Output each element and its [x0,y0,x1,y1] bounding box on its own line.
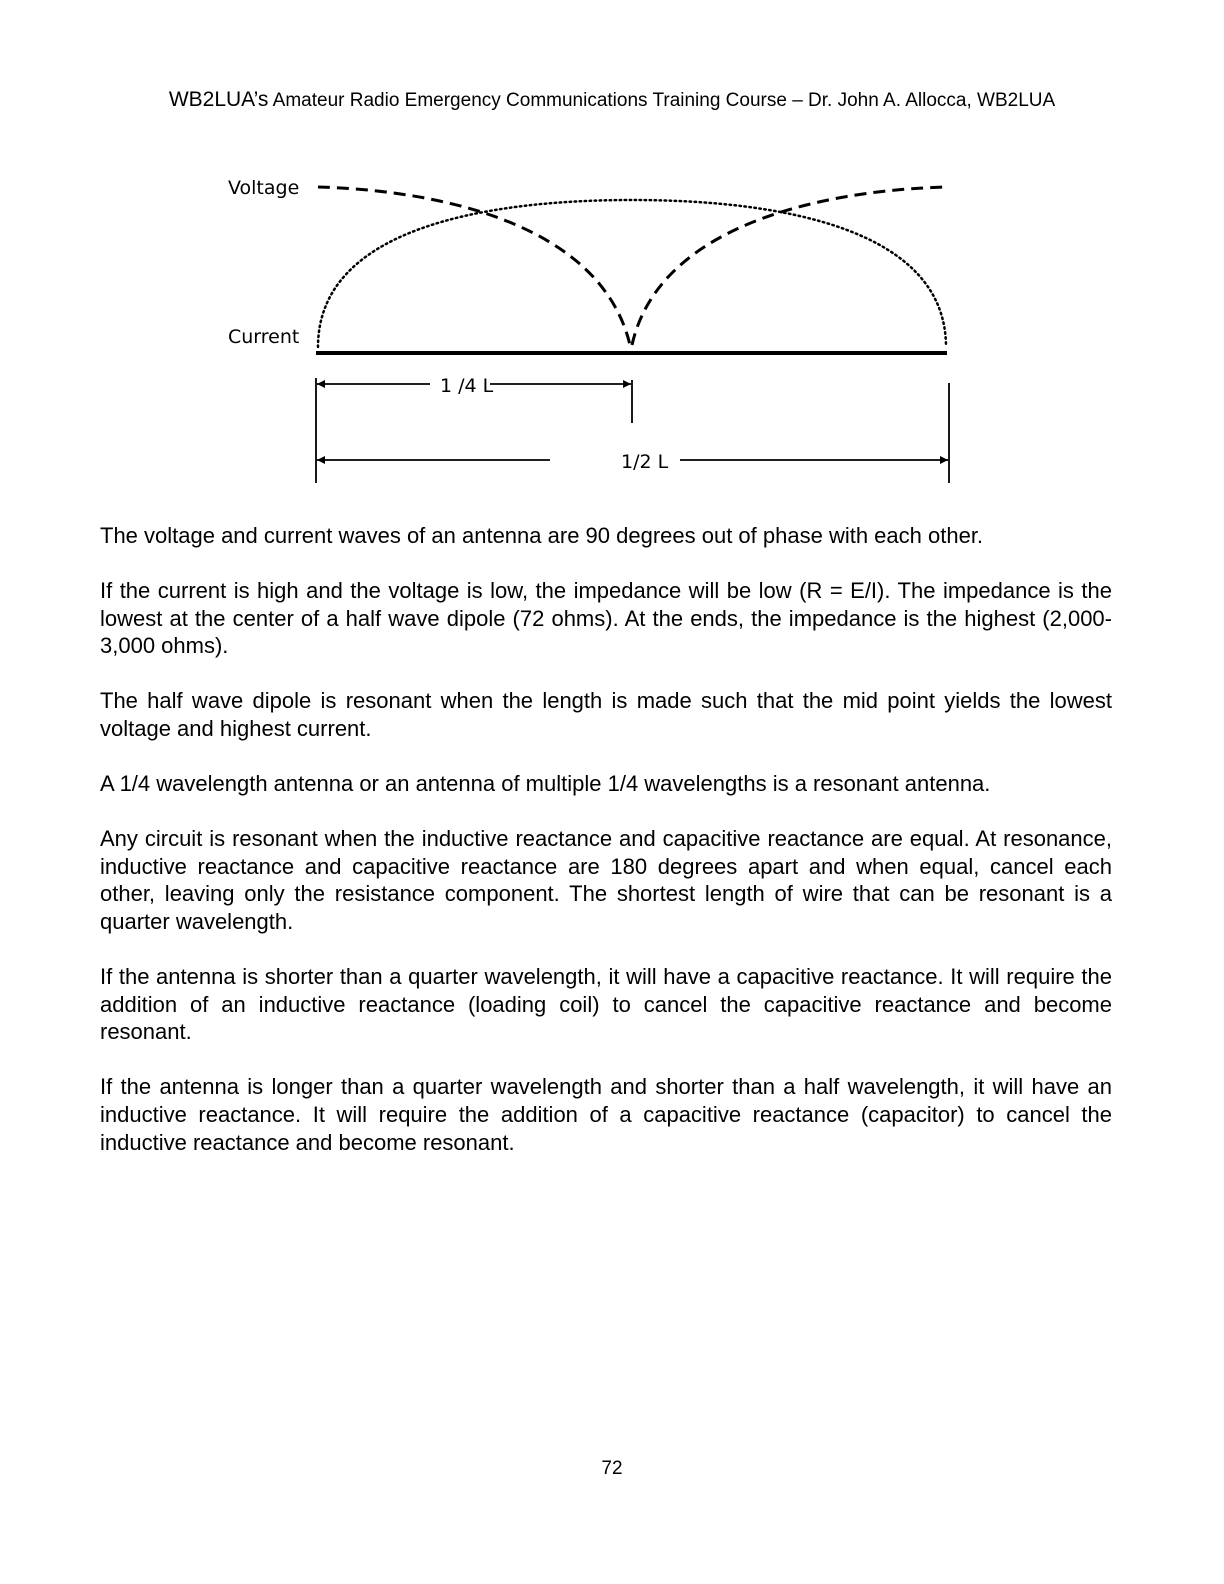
paragraph-dipole-resonance: The half wave dipole is resonant when the length is made such that the mid point yields the lowest voltage and highest current. [100,688,1112,741]
paragraph-long-antenna: If the antenna is longer than a quarter wavelength and shorter than a half wavelength, it will have an inductive reactance. It will require the addition of a capacitive reactance (capacitor) to cancel the inductive reactance and become resonant. [100,1074,1112,1155]
paragraph-impedance: If the current is high and the voltage is low, the impedance will be low (R = E/I). The impedance is the lowest at the center of a half wave dipole (72 ohms). At the ends, the impedance is the highest (2,000-3,000 ohms). [100,578,1112,659]
header-title: Amateur Radio Emergency Communications Training Course – Dr. John A. Allocca, WB2LUA [268,90,1056,111]
body-text [100,522,1112,1184]
paragraph-phase: The voltage and current waves of an antenna are 90 degrees out of phase with each other. [100,523,984,548]
page-header [0,88,1224,112]
paragraph-circuit-resonance: Any circuit is resonant when the inductive reactance and capacitive reactance are equal. At resonance, inductive reactance and capacitive reactance are 180 degrees apart and when equal, cancel each other, leaving only the resistance component. The shortest length of wire that can be resonant is a quarter wavelength. [100,826,1112,934]
half-length-label: 1/2 L [621,451,669,473]
current-label: Current [228,326,300,348]
paragraph-short-antenna: If the antenna is shorter than a quarter wavelength, it will have a capacitive reactance. It will require the addition of an inductive reactance (loading coil) to cancel the capacitive reactance and become resonant. [100,964,1112,1045]
antenna-voltage-current-diagram [0,150,1224,500]
page-number: 72 [601,1458,623,1479]
voltage-label: Voltage [228,177,300,199]
quarter-length-label: 1 /4 L [440,375,494,397]
voltage-wave-right [632,187,946,345]
current-wave [318,200,946,347]
paragraph-quarter-wave: A 1/4 wavelength antenna or an antenna of multiple 1/4 wavelengths is a resonant antenna. [100,771,991,797]
header-callsign: WB2LUA’s [168,88,269,111]
voltage-wave-left [318,187,630,345]
